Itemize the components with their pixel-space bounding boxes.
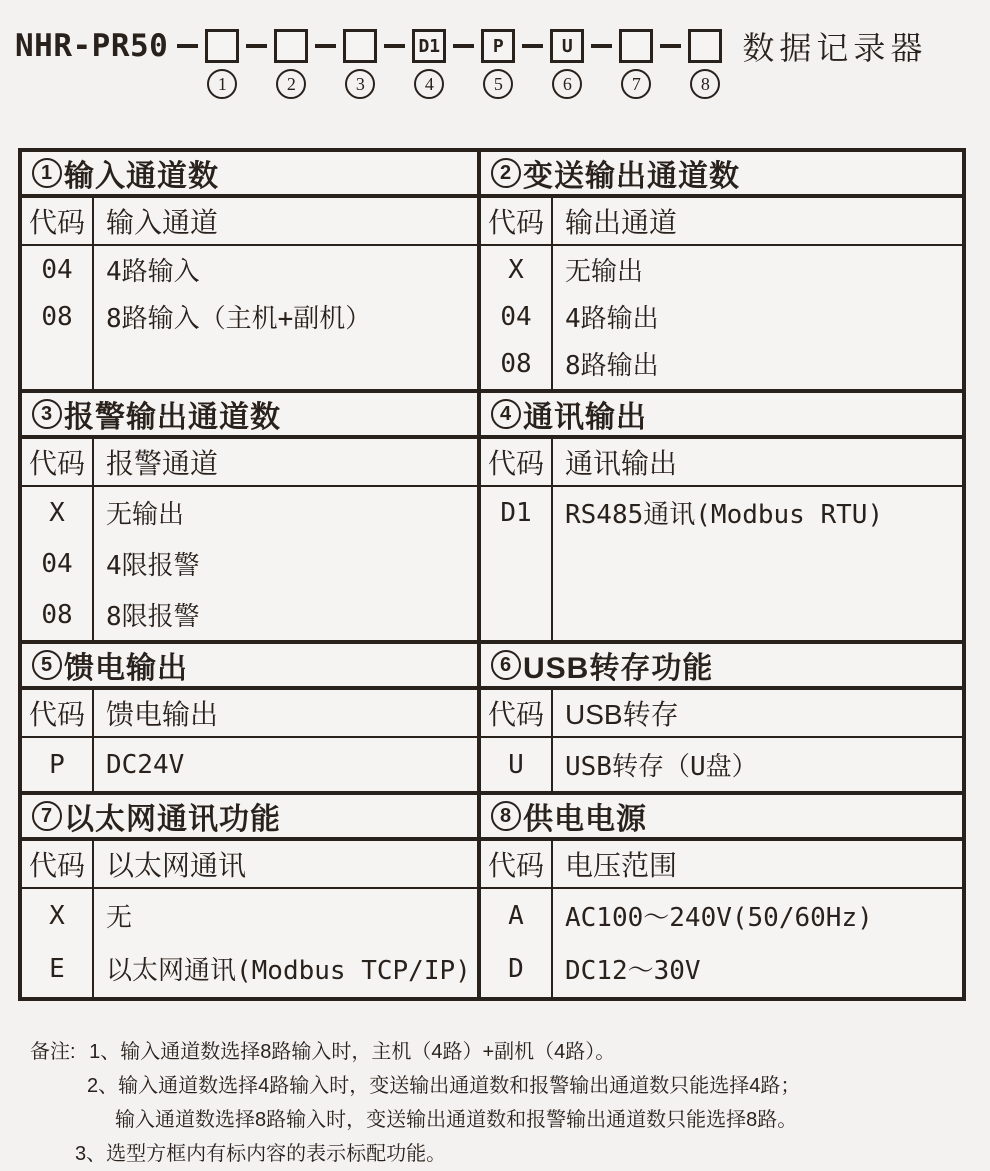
- desc-cell: USB转存（U盘）: [565, 752, 758, 782]
- desc-cell: AC100～240V(50/60Hz): [565, 903, 873, 933]
- table-band-2: [22, 389, 962, 640]
- section-header-row: [481, 841, 962, 889]
- section-title-text: 供电电源: [523, 803, 647, 836]
- slot-number-3: 3: [345, 69, 375, 99]
- section-title: [22, 393, 477, 439]
- section-title-text: 以太网通讯功能: [64, 803, 281, 836]
- selection-box-1: [205, 29, 239, 94]
- desc-cell: 无输出: [106, 500, 185, 530]
- dash-separator: [591, 44, 612, 48]
- slot-number-7: 7: [621, 69, 651, 99]
- note-text: 2、输入通道数选择4路输入时，变送输出通道数和报警输出通道数只能选择4路；: [87, 1075, 801, 1097]
- table-band-3: [22, 640, 962, 791]
- circled-number: 3: [32, 399, 62, 429]
- section-title: [481, 644, 962, 690]
- slot-number-4: 4: [414, 69, 444, 99]
- code-column-header: 代码: [22, 690, 94, 736]
- code-cell: 04: [41, 548, 73, 579]
- circled-number: 8: [491, 801, 521, 831]
- desc-column: [94, 246, 477, 389]
- code-cell: 08: [41, 301, 73, 332]
- selection-box-2: [274, 29, 308, 94]
- dash-separator: [660, 44, 681, 48]
- code-cell: 04: [500, 301, 532, 332]
- section-body: [481, 246, 962, 389]
- note-text: 1、输入通道数选择8路输入时，主机（4路）+副机（4路）。: [89, 1041, 616, 1063]
- slot-number-2: 2: [276, 69, 306, 99]
- desc-column-header: 馈电输出: [106, 699, 219, 730]
- dash-separator: [315, 44, 336, 48]
- model-code-line: [15, 28, 990, 94]
- code-column: [22, 889, 94, 997]
- code-cell: 08: [500, 348, 532, 379]
- section-header-row: [481, 690, 962, 738]
- slot-number-1: 1: [207, 69, 237, 99]
- desc-column-header: 电压范围: [565, 850, 678, 881]
- selection-box-3: [343, 29, 377, 94]
- selection-box-code: U: [561, 35, 573, 57]
- section-header-row: [22, 439, 477, 487]
- desc-cell: 4路输入: [106, 257, 200, 287]
- circled-number: 6: [491, 650, 521, 680]
- section-header-row: [481, 198, 962, 246]
- section-title: [22, 795, 477, 841]
- section-communication-output: [481, 393, 962, 640]
- section-body: [22, 487, 477, 640]
- notes-label: 备注:: [30, 1041, 76, 1063]
- note-line-4: [75, 1137, 990, 1171]
- selection-box-7: [619, 29, 653, 94]
- desc-column: [94, 487, 477, 640]
- desc-cell: DC12～30V: [565, 956, 701, 986]
- selection-box-code: P: [492, 35, 504, 57]
- slot-number-8: 8: [690, 69, 720, 99]
- section-title: [481, 393, 962, 439]
- desc-column-header: USB转存: [565, 699, 679, 730]
- model-code-diagram: [0, 28, 990, 120]
- section-body: [22, 246, 477, 389]
- code-column: [481, 246, 553, 389]
- selection-box-code: D1: [418, 35, 441, 57]
- section-input-channels: [22, 152, 481, 389]
- circled-number: 1: [32, 158, 62, 188]
- desc-column: [553, 738, 962, 791]
- section-title-text: 通讯输出: [523, 401, 647, 434]
- section-title: [22, 152, 477, 198]
- section-title-text: 报警输出通道数: [64, 401, 281, 434]
- code-cell: D1: [500, 497, 532, 528]
- code-column: [22, 738, 94, 791]
- section-header-row: [22, 198, 477, 246]
- section-body: [481, 889, 962, 997]
- desc-column-header: 输入通道: [106, 207, 219, 238]
- dash-separator: [177, 44, 198, 48]
- desc-column-header: 报警通道: [106, 448, 219, 479]
- desc-column: [94, 738, 477, 791]
- desc-column-header: 通讯输出: [565, 448, 678, 479]
- selection-box-8: [688, 29, 722, 94]
- desc-cell: 4路输出: [565, 304, 659, 334]
- circled-number: 2: [491, 158, 521, 188]
- circled-number: 4: [491, 399, 521, 429]
- desc-cell: 无输出: [565, 257, 644, 287]
- desc-column-header: 以太网通讯: [106, 850, 247, 881]
- selection-box-6: [550, 29, 584, 94]
- section-header-row: [22, 841, 477, 889]
- circled-number: 7: [32, 801, 62, 831]
- code-cell: D: [508, 953, 524, 984]
- desc-cell: 以太网通讯(Modbus TCP/IP): [106, 956, 471, 986]
- selection-box-4: [412, 29, 446, 94]
- table-band-4: [22, 791, 962, 997]
- slot-number-6: 6: [552, 69, 582, 99]
- section-header-row: [22, 690, 477, 738]
- section-feed-power-output: [22, 644, 481, 791]
- model-prefix: NHR-PR50: [15, 28, 169, 64]
- note-text: 输入通道数选择8路输入时，变送输出通道数和报警输出通道数只能选择8路。: [115, 1109, 798, 1131]
- ordering-table: [18, 148, 966, 1001]
- desc-cell: 8路输出: [565, 351, 659, 381]
- section-title-text: 变送输出通道数: [523, 160, 740, 193]
- section-title: [481, 152, 962, 198]
- section-body: [481, 738, 962, 791]
- table-band-1: [22, 152, 962, 389]
- section-power-supply: [481, 795, 962, 997]
- section-title: [481, 795, 962, 841]
- desc-column: [553, 487, 962, 640]
- section-ethernet-communication: [22, 795, 481, 997]
- note-line-2: [87, 1069, 990, 1103]
- section-alarm-output-channels: [22, 393, 481, 640]
- code-cell: U: [508, 749, 524, 780]
- note-text: 3、选型方框内有标内容的表示标配功能。: [75, 1143, 447, 1165]
- desc-column: [553, 889, 962, 997]
- code-cell: E: [49, 953, 65, 984]
- desc-cell: 无: [106, 903, 133, 933]
- dash-separator: [453, 44, 474, 48]
- desc-column-header: 输出通道: [565, 207, 678, 238]
- section-transmit-output-channels: [481, 152, 962, 389]
- code-column: [481, 738, 553, 791]
- section-usb-transfer: [481, 644, 962, 791]
- section-body: [22, 738, 477, 791]
- code-column-header: 代码: [22, 841, 94, 887]
- slot-number-5: 5: [483, 69, 513, 99]
- desc-cell: RS485通讯(Modbus RTU): [565, 500, 884, 530]
- code-cell: 08: [41, 599, 73, 630]
- code-cell: 04: [41, 254, 73, 285]
- circled-number: 5: [32, 650, 62, 680]
- code-column-header: 代码: [22, 439, 94, 485]
- code-column: [22, 487, 94, 640]
- code-column-header: 代码: [481, 841, 553, 887]
- code-column-header: 代码: [481, 439, 553, 485]
- desc-cell: 8限报警: [106, 602, 200, 632]
- desc-cell: 8路输入（主机+副机）: [106, 304, 372, 334]
- desc-column: [94, 889, 477, 997]
- code-cell: X: [49, 900, 65, 931]
- code-column-header: 代码: [481, 690, 553, 736]
- code-column-header: 代码: [22, 198, 94, 244]
- section-body: [22, 889, 477, 997]
- code-cell: X: [49, 497, 65, 528]
- dash-separator: [246, 44, 267, 48]
- section-title-text: 输入通道数: [64, 160, 219, 193]
- code-column: [22, 246, 94, 389]
- note-line-3: [115, 1103, 990, 1137]
- section-header-row: [481, 439, 962, 487]
- product-name: 数据记录器: [742, 30, 928, 66]
- section-body: [481, 487, 962, 640]
- footnotes: [30, 1035, 990, 1171]
- code-column: [481, 889, 553, 997]
- code-cell: X: [508, 254, 524, 285]
- desc-cell: 4限报警: [106, 551, 200, 581]
- dash-separator: [522, 44, 543, 48]
- section-title-text: USB转存功能: [523, 652, 714, 685]
- code-cell: P: [49, 749, 65, 780]
- note-line-1: [30, 1035, 990, 1069]
- dash-separator: [384, 44, 405, 48]
- section-title-text: 馈电输出: [64, 652, 188, 685]
- selection-box-5: [481, 29, 515, 94]
- section-title: [22, 644, 477, 690]
- code-column: [481, 487, 553, 640]
- code-cell: A: [508, 900, 524, 931]
- desc-cell: DC24V: [106, 749, 185, 780]
- desc-column: [553, 246, 962, 389]
- code-column-header: 代码: [481, 198, 553, 244]
